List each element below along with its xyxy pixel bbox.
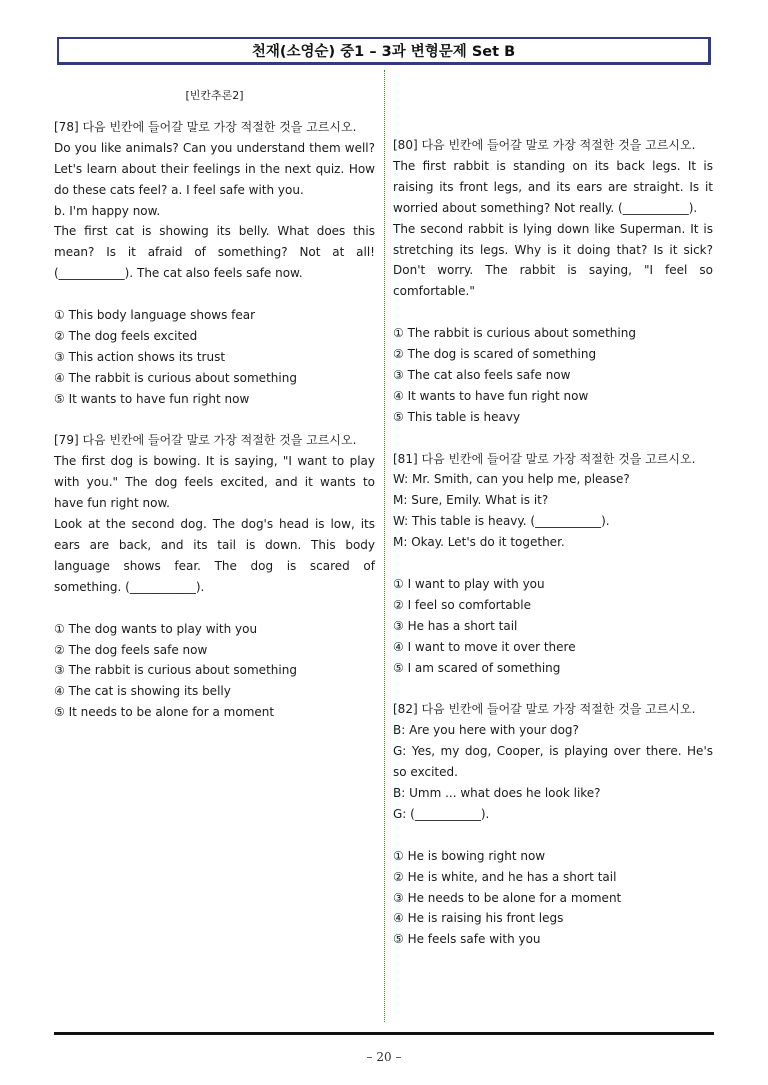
question-79 [54,430,375,723]
answer-option[interactable]: ⑤ This table is heavy [393,409,521,424]
right-column [393,135,713,971]
page-header [57,37,711,65]
left-column [54,86,375,744]
answer-option[interactable]: ③ He needs to be alone for a moment [393,890,622,905]
page-number: – 20 – [366,1050,402,1064]
answer-option[interactable]: ① This body language shows fear [54,308,256,323]
answer-options [54,619,375,724]
answer-option[interactable]: ⑤ I am scared of something [393,660,561,675]
passage-line: Do you like animals? Can you understand them well? Let's learn about their feelings in the next quiz. How do these cats feel? a. I feel safe with you. [54,140,375,197]
answer-option[interactable]: ④ The rabbit is curious about something [54,370,297,385]
question-78 [54,117,375,410]
question-82 [393,699,713,950]
answer-option[interactable]: ② The dog feels safe now [54,642,208,657]
passage-line: Look at the second dog. The dog's head is low, its ears are back, and its tail is down. This body language shows fear. The dog is scared of something. (___________). [54,517,375,594]
passage-line: The first cat is showing its belly. What does this mean? Is it afraid of something? Not at all! (___________). The cat also feels safe now. [54,224,375,281]
passage-line: M: Okay. Let's do it together. [393,535,565,550]
column-divider [384,70,385,1022]
answer-option[interactable]: ① He is bowing right now [393,848,546,863]
passage-line: b. I'm happy now. [54,203,161,218]
passage-line: The second rabbit is lying down like Superman. It is stretching its legs. Why is it doing that? Is it sick? Don't worry. The rabbit is saying, "I feel so comfortable." [393,221,713,299]
passage-line: W: This table is heavy. (___________). [393,514,610,529]
footer-rule [54,1032,714,1035]
answer-option[interactable]: ⑤ He feels safe with you [393,932,541,947]
answer-option[interactable]: ③ He has a short tail [393,618,518,633]
answer-option[interactable]: ③ The rabbit is curious about something [54,663,297,678]
answer-option[interactable]: ① The rabbit is curious about something [393,326,636,341]
answer-option[interactable]: ② I feel so comfortable [393,597,531,612]
answer-options [393,323,713,428]
question-80 [393,135,713,428]
answer-option[interactable]: ① The dog wants to play with you [54,621,258,636]
answer-option[interactable]: ③ This action shows its trust [54,349,226,364]
question-stem: [80] 다음 빈칸에 들어갈 말로 가장 적절한 것을 고르시오. [393,138,696,152]
answer-options [393,846,713,951]
passage-line: G: (___________). [393,806,490,821]
passage-line: B: Umm ... what does he look like? [393,786,601,801]
section-label: [빈칸추론2] [185,89,244,102]
answer-options [54,305,375,410]
answer-option[interactable]: ④ It wants to have fun right now [393,388,589,403]
answer-option[interactable]: ② The dog is scared of something [393,347,597,362]
answer-options [393,574,713,679]
answer-option[interactable]: ④ The cat is showing its belly [54,684,231,699]
question-stem: [81] 다음 빈칸에 들어갈 말로 가장 적절한 것을 고르시오. [393,451,696,466]
answer-option[interactable]: ① I want to play with you [393,576,545,591]
question-81 [393,449,713,679]
question-stem: [82] 다음 빈칸에 들어갈 말로 가장 적절한 것을 고르시오. [393,702,696,717]
passage-line: B: Are you here with your dog? [393,723,579,738]
passage-line: W: Mr. Smith, can you help me, please? [393,472,630,487]
passage-line: The first dog is bowing. It is saying, "I want to play with you." The dog feels excited, and it wants to have fun right now. [54,454,375,511]
answer-option[interactable]: ③ The cat also feels safe now [393,367,571,382]
passage-line: The first rabbit is standing on its back legs. It is raising its front legs, and its ears are straight. Is it worried about something? Not really. (___________). [393,158,713,215]
page-title: 천재(소영순) 중1 – 3과 변형문제 Set B [251,44,516,60]
answer-option[interactable]: ② He is white, and he has a short tail [393,869,617,884]
answer-option[interactable]: ⑤ It wants to have fun right now [54,391,250,406]
answer-option[interactable]: ④ I want to move it over there [393,639,576,654]
passage-line: M: Sure, Emily. What is it? [393,493,549,508]
passage-line: G: Yes, my dog, Cooper, is playing over there. He's so excited. [393,744,713,780]
answer-option[interactable]: ⑤ It needs to be alone for a moment [54,705,275,720]
question-stem: [79] 다음 빈칸에 들어갈 말로 가장 적절한 것을 고르시오. [54,433,357,448]
question-stem: [78] 다음 빈칸에 들어갈 말로 가장 적절한 것을 고르시오. [54,119,357,134]
answer-option[interactable]: ② The dog feels excited [54,328,198,343]
answer-option[interactable]: ④ He is raising his front legs [393,911,564,926]
